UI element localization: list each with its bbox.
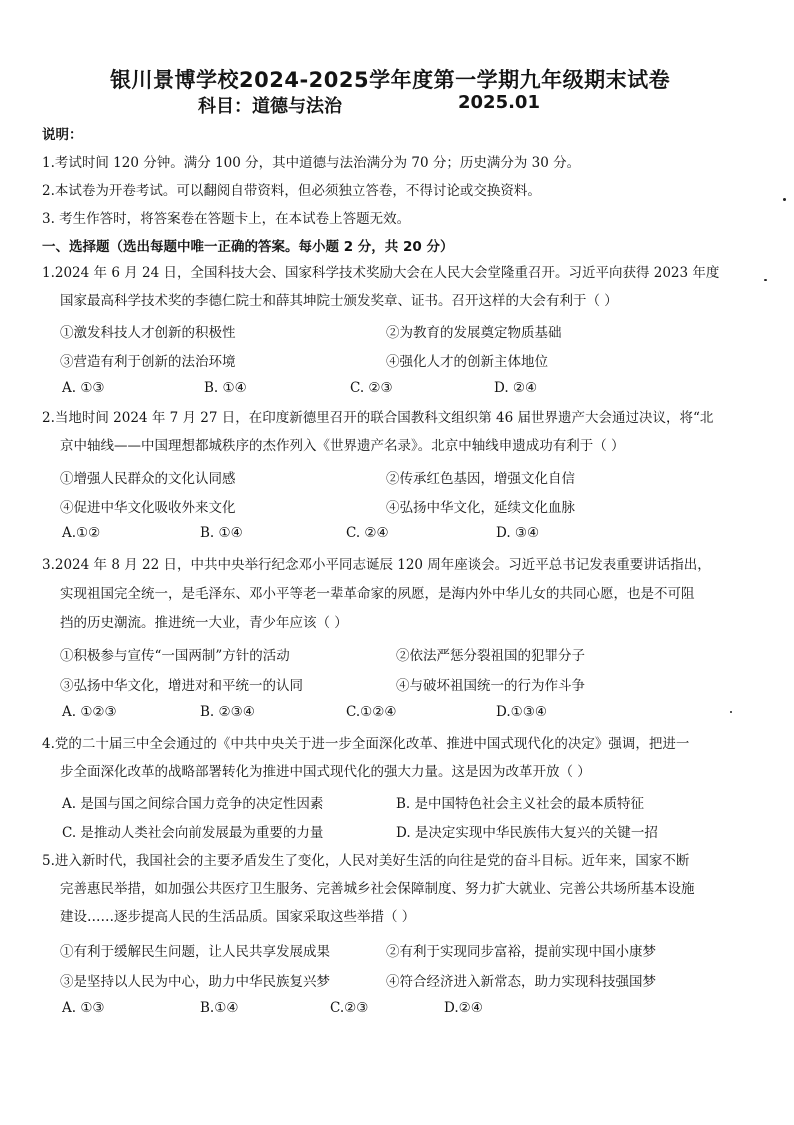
instruction-item: 1.考试时间 120 分钟。满分 100 分，其中道德与法治满分为 70 分；历史满分为 30 分。 [42, 155, 581, 171]
choice: A. 是国与国之间综合国力竞争的决定性因素 [62, 796, 324, 812]
statement: ③是坚持以人民为中心，助力中华民族复兴梦 [60, 974, 330, 990]
choice: B. 是中国特色社会主义社会的最本质特征 [396, 796, 645, 812]
question-text: 挡的历史潮流。推进统一大业，青少年应该（ ） [60, 615, 348, 631]
statement: ①增强人民群众的文化认同感 [60, 471, 236, 487]
statement: ④符合经济进入新常态，助力实现科技强国梦 [386, 974, 656, 990]
statement: ①积极参与宣传“一国两制”方针的活动 [60, 648, 290, 664]
question-text: 京中轴线——中国理想都城秩序的杰作列入《世界遗产名录》。北京中轴线申遗成功有利于（ ） [60, 438, 625, 454]
question-text: 2.当地时间 2024 年 7 月 27 日，在印度新德里召开的联合国教科文组织第 46 届世界遗产大会通过决议，将“北 [42, 410, 714, 426]
choice: A. ①③ [62, 380, 105, 396]
choice: C.①②④ [346, 704, 397, 720]
section-heading: 一、选择题（选出每题中唯一正确的答案。每小题 2 分，共 20 分） [42, 239, 454, 255]
question-text: 建设……逐步提高人民的生活品质。国家采取这些举措（ ） [60, 909, 416, 925]
choice: C.②③ [330, 1000, 369, 1016]
statement: ④促进中华文化吸收外来文化 [60, 500, 236, 516]
choice: A.①② [62, 525, 101, 541]
choice: C. ②④ [346, 525, 389, 541]
instruction-item: 3. 考生作答时，将答案卷在答题卡上，在本试卷上答题无效。 [42, 211, 411, 227]
exam-date: 2025.01 [458, 92, 540, 113]
statement: ①激发科技人才创新的积极性 [60, 325, 236, 341]
choice: A. ①②③ [62, 704, 117, 720]
statement: ④强化人才的创新主体地位 [386, 354, 548, 370]
choice: D. ③④ [496, 525, 540, 541]
question-text: 4.党的二十届三中全会通过的《中共中央关于进一步全面深化改革、推进中国式现代化的决定》强调，把进一 [42, 736, 690, 752]
instruction-item: 2.本试卷为开卷考试。可以翻阅自带资料，但必须独立答卷，不得讨论或交换资料。 [42, 183, 541, 199]
question-text: 国家最高科学技术奖的李德仁院士和薛其坤院士颁发奖章、证书。召开这样的大会有利于（ ） [60, 293, 618, 309]
question-text: 5.进入新时代，我国社会的主要矛盾发生了变化，人民对美好生活的向往是党的奋斗目标。近年来，国家不断 [42, 853, 690, 869]
exam-title: 银川景博学校2024-2025学年度第一学期九年级期末试卷 [110, 68, 671, 92]
statement: ②有利于实现同步富裕，提前实现中国小康梦 [386, 944, 656, 960]
statement: ②为教育的发展奠定物质基础 [386, 325, 562, 341]
statement: ③营造有利于创新的法治环境 [60, 354, 236, 370]
choice: B. ①④ [200, 525, 243, 541]
statement: ④与破坏祖国统一的行为作斗争 [396, 678, 585, 694]
statement: ④弘扬中华文化，延续文化血脉 [386, 500, 575, 516]
question-text: 1.2024 年 6 月 24 日，全国科技大会、国家科学技术奖励大会在人民大会堂隆重召开。习近平向获得 2023 年度 [42, 265, 720, 281]
choice: D. 是决定实现中华民族伟大复兴的关键一招 [396, 825, 658, 841]
choice: D. ②④ [494, 380, 538, 396]
choice: B. ②③④ [200, 704, 255, 720]
choice: D.①③④ [496, 704, 547, 720]
statement: ③弘扬中华文化，增进对和平统一的认同 [60, 678, 303, 694]
scan-speck [730, 711, 732, 713]
question-text: 实现祖国完全统一，是毛泽东、邓小平等老一辈革命家的夙愿，是海内外中华儿女的共同心愿，也是不可阻 [60, 586, 695, 602]
subject-label: 科目：道德与法治 [198, 96, 342, 117]
choice: C. ②③ [350, 380, 393, 396]
question-text: 步全面深化改革的战略部署转化为推进中国式现代化的强大力量。这是因为改革开放（ ） [60, 764, 591, 780]
choice: B.①④ [200, 1000, 239, 1016]
question-text: 完善惠民举措，如加强公共医疗卫生服务、完善城乡社会保障制度、努力扩大就业、完善公共场所基本设施 [60, 881, 695, 897]
choice: B. ①④ [204, 380, 247, 396]
statement: ②依法严惩分裂祖国的犯罪分子 [396, 648, 585, 664]
question-text: 3.2024 年 8 月 22 日，中共中央举行纪念邓小平同志诞辰 120 周年座谈会。习近平总书记发表重要讲话指出， [42, 557, 711, 573]
scan-speck [764, 279, 767, 281]
scan-speck [783, 198, 786, 201]
choice: D.②④ [444, 1000, 483, 1016]
choice: A. ①③ [62, 1000, 105, 1016]
statement: ①有利于缓解民生问题，让人民共享发展成果 [60, 944, 330, 960]
choice: C. 是推动人类社会向前发展最为重要的力量 [62, 825, 324, 841]
instructions-heading: 说明： [42, 127, 83, 143]
statement: ②传承红色基因，增强文化自信 [386, 471, 575, 487]
